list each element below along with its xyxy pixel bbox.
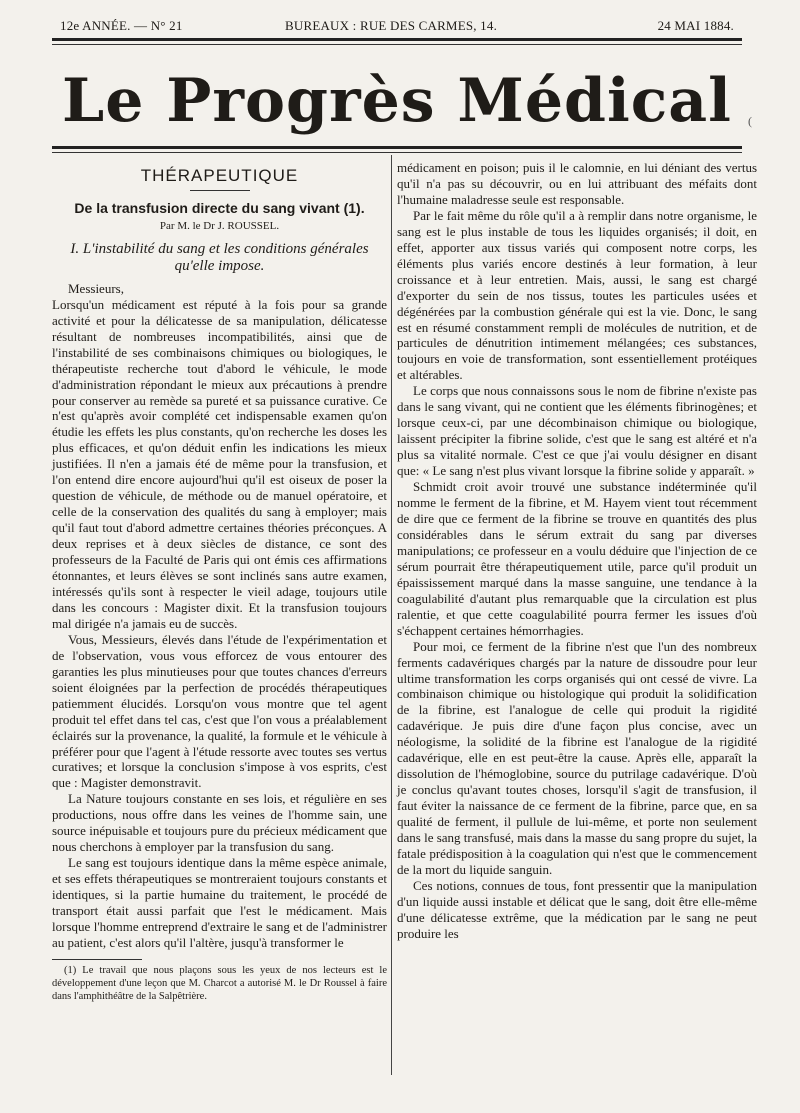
article-title: De la transfusion directe du sang vivant (1). (74, 199, 365, 216)
paragraph: Vous, Messieurs, élevés dans l'étude de l'expérimentation et de l'observation, vous vous efforcez de vous entourer des garanties les plus minutieuses pour que toutes chances d'erreurs soient éloignées par la perfection de procédés thérapeutiques patiemment élucidés. Lorsqu'on vous montre que tel agent produit tel effet dans tel cas, c'est que l'on vous a préalablement éclairés sur la provenance, la qualité, la formule et le véhicule à préférer pour que l'agent à l'étude ressorte avec toutes ses vertus curatives; et lorsque la conclusion s'impose à vos esprits, c'est que : Magister demonstravit. (52, 631, 387, 791)
section-rule (190, 190, 250, 191)
paragraph: Ces notions, connues de tous, font pressentir que la manipulation d'un liquide aussi instable et délicat que le sang, doit être elle-même d'une délicatesse extrême, que la médication par le sang ne peut produire les (397, 877, 757, 941)
paragraph: Par le fait même du rôle qu'il a à remplir dans notre organisme, le sang est le plus instable de tous les liquides organisés; il doit, en effet, apporter aux tissus variés qui composent notre corps, les éléments plus variés encore destinés à leur formation, à leur croissance et à leur entretien. Mais, aussi, le sang est chargé d'exporter du sein de nos tissus, toutes les particules usées et dégénérées par la combustion générale qui est la vie. Donc, le sang est en résumé constamment rempli de molécules de nutrition, et de particules de dénutrition intimement mélangées; ces substances, toujours en voie de transformation, sont essentiellement protéiques et altérables. (397, 207, 757, 383)
paragraph: Le sang est toujours identique dans la même espèce animale, et ses effets thérapeutiques se montreraient toujours constants et identiques, si la partie humaine du traitement, le procédé de transport était aussi parfait que l'est le médicament. Mais lorsque l'homme entreprend d'extraire le sang et de l'administrer au patient, c'est alors qu'il l'altère, jusqu'à transformer le (52, 855, 387, 950)
paragraph: Lorsqu'un médicament est réputé à la fois pour sa grande activité et pour la délicatesse de sa manipulation, délicatesse résultant de nombreuses incompatibilités, ainsi que de l'instabilité de ses combinaisons chimiques ou biologiques, le thérapeutiste recherche tout d'abord le véhicule, le mode d'administration répondant le mieux aux précautions à prendre pour conserver au remède sa pureté et sa puissance curative. Ce n'est qu'après avoir complété cet indispensable examen qu'on étudie les effets les plus constants, qu'on recherche les doses les plus efficaces, et qu'on déduit enfin les indications les mieux justifiées. Il n'en a jamais été de même pour la transfusion, et l'on entend dire encore aujourd'hui qu'il est oiseux de poser la question de véhicule, de méthode ou de manuel opératoire, et celle de la conservation des qualités du sang à employer; mais qu'il faut tout d'abord admettre certaines théories préconçues. A deux reprises et à deux siècles de distance, ce sont des professeurs de la Faculté de Paris qui ont émis ces affirmations étonnantes, et leurs élèves se sont inclinés sans autre examen, intéressés qu'ils sont à respecter le vieil adage, toujours utile dans les concours : Magister dixit. Et la transfusion toujours mal dirigée n'a jamais eu de succès. (52, 296, 387, 631)
byline: Par M. le Dr J. ROUSSEL. (159, 219, 280, 232)
footnote-rule (52, 959, 142, 960)
column-divider (391, 155, 392, 1075)
right-column (397, 160, 757, 942)
masthead-rule-thin (52, 152, 742, 153)
issue-number: 12e ANNÉE. — N° 21 (60, 18, 183, 33)
paragraph: Le corps que nous connaissons sous le nom de fibrine n'existe pas dans le sang vivant, qui ne contient que les éléments fibrinogènes; et lorsque ceux-ci, par une décombinaison chimique ou biologique, laissent précipiter la fibrine solide, c'est que le sang est altéré et n'a plus sa vitalité normale. C'est ce que j'ai voulu désigner en disant que: « Le sang n'est plus vivant lorsque la fibrine solide y apparaît. » (397, 383, 757, 479)
footnote: (1) Le travail que nous plaçons sous les yeux de nos lecteurs est le développement d'une leçon que M. Charcot a autorisé M. le Dr Roussel à faire dans l'amphithéâtre de la Salpêtrière. (52, 964, 387, 1002)
subhead: I. L'instabilité du sang et les conditions générales qu'elle impose. (70, 240, 369, 274)
issue-date: 24 MAI 1884. (657, 18, 734, 33)
paragraph: La Nature toujours constante en ses lois, et régulière en ses productions, nous offre dans les veines de l'homme sain, une source inépuisable et toujours pure du précieux médicament que nous cherchons à employer par la transfusion du sang. (52, 791, 387, 855)
masthead-rule-thick (52, 146, 742, 149)
margin-mark: ( (748, 114, 752, 128)
paragraph: Schmidt croit avoir trouvé une substance indéterminée qu'il nomme le ferment de la fibrine, et M. Hayem vient tout récemment de dire que ce ferment de la fibrine se trouve en quantités des plus considérables dans le sérum extrait du sang par diverses manipulations; ce professeur en a voulu déduire que l'injection de ce sérum pourrait être thérapeutiquement utile, parce qu'il produit un épaississement marqué dans la masse sanguine, une tendance à la coagulabilité d'autant plus remarquable que la circulation est plus ralentie, et que cette coagulabilité pourra fermer les issues d'où s'échappent certaines hémorrhagies. (397, 479, 757, 638)
masthead-title: Le Progrès Médical (62, 66, 732, 136)
paragraph: médicament en poison; puis il le calomnie, en lui déniant des vertus qu'il n'a pas su découvrir, ou en lui attribuant des méfaits dont l'humaine maladresse seule est responsable. (397, 160, 757, 207)
paragraph: Pour moi, ce ferment de la fibrine n'est que l'un des nombreux ferments cadavériques chargés par la nature de dissoudre pour leur ultime transformation les corps organisés qui ont cessé de vivre. La combinaison chimique ou histologique qui produit la solidification de la fibrine, est l'analogue de celle qui produit la rigidité cadavérique. Je puis dire d'une façon plus concise, avec un néologisme, la solidité de la fibrine est l'analogue de la rigidité cadavérique, elle en est peut-être la cause. Après elle, apparaît la dissolution de l'hémoglobine, source du putrilage cadavérique. D'où je conclus qu'avant toutes choses, lorsqu'il s'agit de transfusion, il faut éviter la naissance de ce ferment de la fibrine, parce que, en sa qualité de ferment, il pullule de lui-même, et porte non seulement dans le sang transfusé, mais dans la masse du sang propre du sujet, la fatale prédisposition à la coagulation qui n'est que le commencement de la mort du liquide sanguin. (397, 638, 757, 877)
office-address: BUREAUX : RUE DES CARMES, 14. (285, 18, 498, 33)
header-rule-thin (52, 44, 742, 45)
section-title: THÉRAPEUTIQUE (140, 166, 299, 185)
salutation: Messieurs, (68, 280, 124, 296)
left-column (52, 158, 387, 1003)
header-rule-top (52, 38, 742, 41)
running-header (52, 18, 742, 34)
